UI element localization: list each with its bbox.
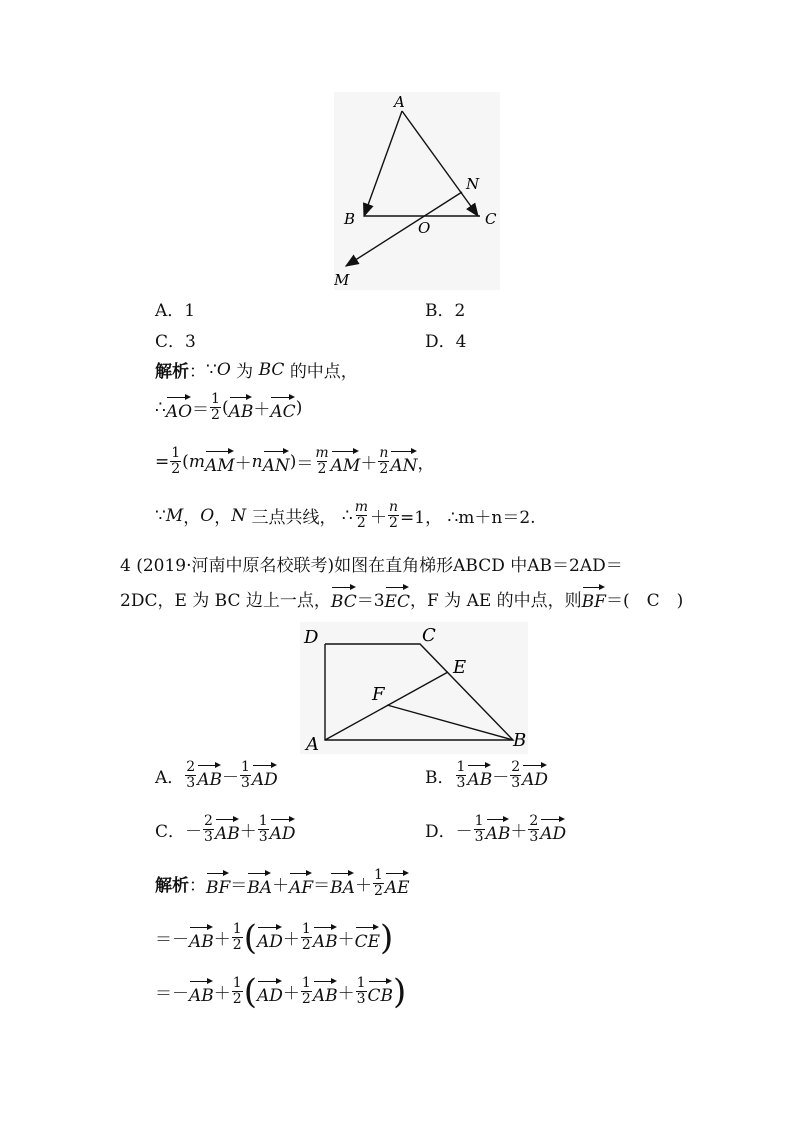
- q3-option-d[interactable]: D．4: [425, 332, 467, 352]
- figure-triangle: [334, 92, 500, 290]
- label-a: A: [306, 734, 319, 754]
- q4-stem-line2: 2DC，E 为 BC 边上一点， BC ＝3 EC ，F 为 AE 的中点，则 BF ＝( C ): [120, 584, 683, 612]
- q4-option-a[interactable]: A． $\frac{2}{3}$ AB － $\frac{1}{3}$ AD: [155, 759, 278, 791]
- label-o: O: [418, 219, 431, 237]
- q3-option-b[interactable]: B．2: [425, 301, 466, 321]
- label-m: M: [334, 271, 350, 289]
- label-e: E: [453, 657, 467, 678]
- triangle-diagram: [334, 92, 500, 290]
- q4-analysis-line1: 解析 ： BF ＝ BA ＋ AF ＝ BA ＋ $\frac{1}{2}$ AE: [155, 867, 410, 899]
- q3-analysis-line3: = $\frac{1}{2}$ ( m AM ＋ n AN ) ＝ $\frac{m}{2}$ AM ＋ $\frac{n}{2}$ AN ，: [155, 445, 435, 477]
- analysis-label: 解析: [155, 876, 189, 896]
- q3-option-c[interactable]: C．3: [155, 332, 196, 352]
- trapezoid-outline: [325, 644, 513, 740]
- q3-option-a[interactable]: A．1: [155, 301, 196, 321]
- q4-analysis-line2: ＝ － AB ＋ $\frac{1}{2}$ ( AD ＋ $\frac{1}{2}$ AB ＋ CE ): [155, 917, 394, 958]
- q4-option-c[interactable]: C． － $\frac{2}{3}$ AB ＋ $\frac{1}{3}$ AD: [155, 813, 296, 845]
- label-c: C: [485, 210, 497, 228]
- label-b: B: [513, 730, 527, 751]
- analysis-label: 解析: [155, 362, 189, 382]
- q3-analysis-line1: 解析 ： ∵ O 为 BC 的中点，: [155, 357, 358, 382]
- figure-trapezoid: [300, 622, 528, 754]
- q4-stem-line1: 4 (2019·河南中原名校联考)如图在直角梯形ABCD 中AB＝2AD＝: [120, 556, 623, 576]
- label-a: A: [394, 93, 405, 111]
- trapezoid-diagram: [300, 622, 528, 754]
- label-f: F: [372, 684, 385, 705]
- q4-option-d[interactable]: D． － $\frac{1}{3}$ AB ＋ $\frac{2}{3}$ AD: [425, 813, 567, 845]
- label-n: N: [466, 175, 480, 193]
- vector-nm: [346, 192, 462, 266]
- segment-ae: [325, 672, 448, 740]
- vector-ac: [402, 111, 478, 216]
- label-b: B: [344, 210, 356, 228]
- q4-analysis-line3: ＝ － AB ＋ $\frac{1}{2}$ ( AD ＋ $\frac{1}{2}$ AB ＋ $\frac{1}{3}$ CB ): [155, 971, 407, 1012]
- vector-ab: [364, 111, 402, 216]
- q3-analysis-line4: ∵ M ， O ， N 三点共线， ∴ $\frac{m}{2}$ ＋ $\frac{n}{2}$ =1， ∴m＋n＝2.: [155, 499, 536, 531]
- q3-analysis-line2: ∴ AO ＝ $\frac{1}{2}$ ( AB ＋ AC ): [155, 391, 303, 423]
- label-d: D: [304, 627, 319, 648]
- segment-fb: [387, 705, 513, 740]
- q4-option-b[interactable]: B． $\frac{1}{3}$ AB － $\frac{2}{3}$ AD: [425, 759, 549, 791]
- fraction-half: $\frac{1}{2}$: [211, 391, 220, 423]
- label-c: C: [422, 625, 436, 646]
